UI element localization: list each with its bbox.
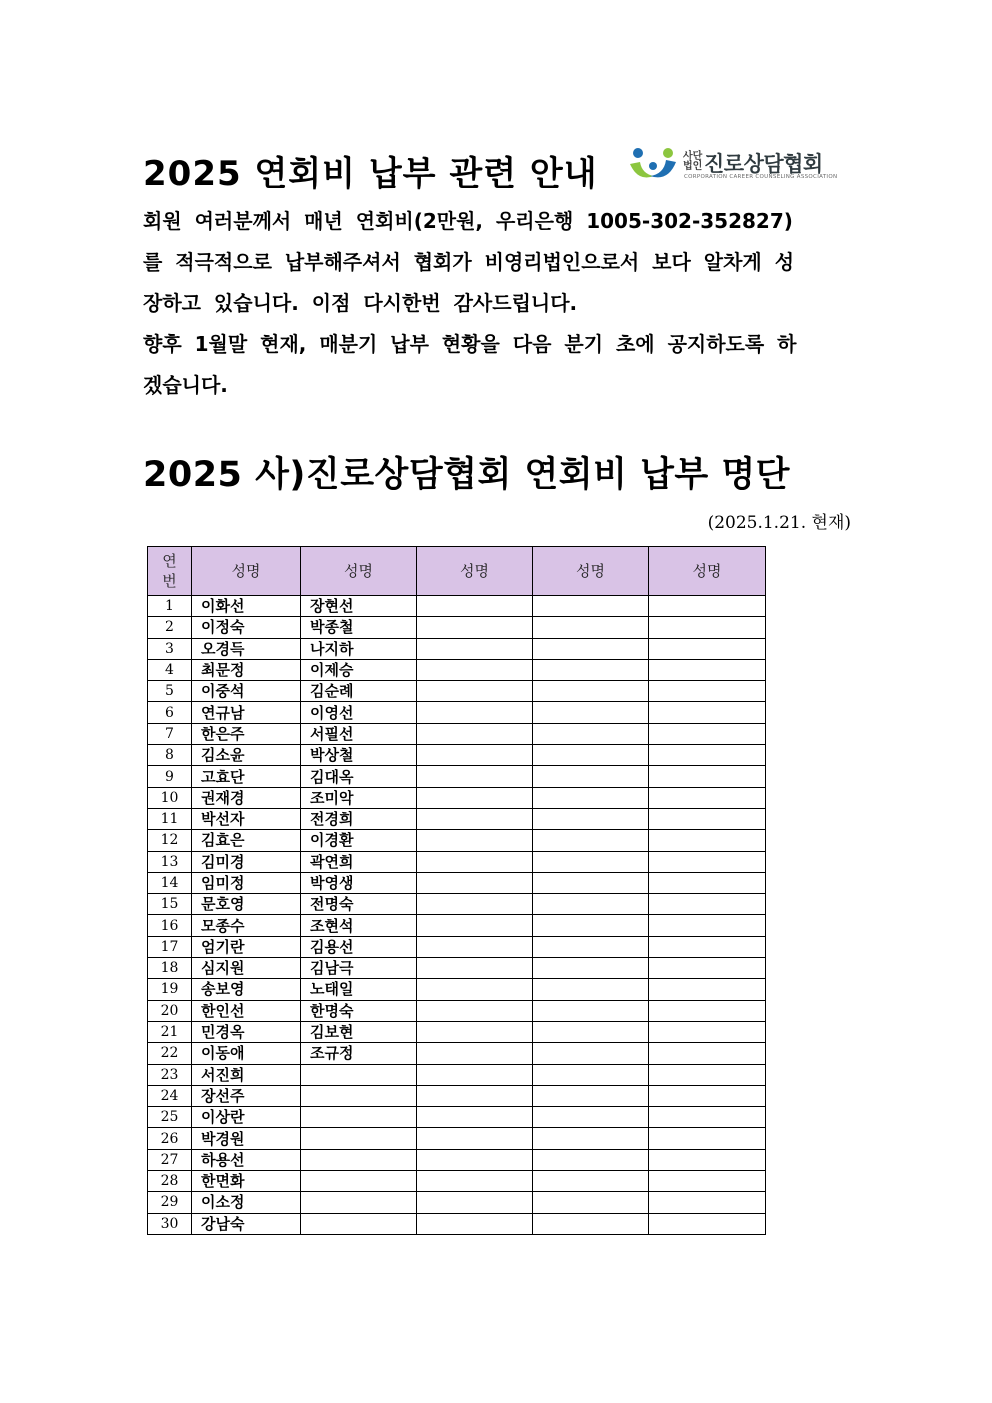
member-name-cell	[649, 1149, 766, 1170]
member-name-cell	[649, 723, 766, 744]
member-name-cell: 이경환	[301, 830, 417, 851]
membership-fee-roster-table	[147, 546, 766, 1235]
table-row	[148, 1021, 766, 1042]
serial-number-cell: 8	[148, 745, 192, 766]
member-name-cell	[301, 1213, 417, 1234]
member-name-cell: 이상란	[192, 1107, 301, 1128]
member-name-cell: 이정숙	[192, 617, 301, 638]
serial-number-cell: 27	[148, 1149, 192, 1170]
member-name-cell: 이동애	[192, 1043, 301, 1064]
member-name-cell: 송보영	[192, 979, 301, 1000]
association-logo	[628, 146, 838, 186]
table-row	[148, 872, 766, 893]
table-body	[148, 596, 766, 1235]
table-row	[148, 979, 766, 1000]
serial-number-cell: 17	[148, 936, 192, 957]
name-header: 성명	[192, 547, 301, 596]
member-name-cell	[417, 787, 533, 808]
member-name-cell: 박영생	[301, 872, 417, 893]
member-name-cell	[533, 1021, 649, 1042]
member-name-cell: 김남극	[301, 958, 417, 979]
member-name-cell	[649, 1128, 766, 1149]
member-name-cell	[533, 915, 649, 936]
member-name-cell: 조미악	[301, 787, 417, 808]
member-name-cell	[649, 617, 766, 638]
member-name-cell	[533, 766, 649, 787]
member-name-cell	[417, 894, 533, 915]
member-name-cell	[533, 936, 649, 957]
member-name-cell	[533, 1149, 649, 1170]
member-name-cell: 박선자	[192, 808, 301, 829]
member-name-cell	[417, 851, 533, 872]
serial-number-cell: 11	[148, 808, 192, 829]
member-name-cell: 김효은	[192, 830, 301, 851]
table-row	[148, 1128, 766, 1149]
member-name-cell	[649, 659, 766, 680]
member-name-cell: 박종철	[301, 617, 417, 638]
member-name-cell	[533, 617, 649, 638]
member-name-cell	[533, 872, 649, 893]
member-name-cell	[417, 1043, 533, 1064]
serial-number-cell: 30	[148, 1213, 192, 1234]
member-name-cell	[417, 830, 533, 851]
member-name-cell	[649, 596, 766, 617]
logo-emblem-icon	[628, 146, 678, 186]
member-name-cell	[533, 979, 649, 1000]
member-name-cell	[649, 1064, 766, 1085]
member-name-cell: 임미정	[192, 872, 301, 893]
member-name-cell: 이영선	[301, 702, 417, 723]
table-row	[148, 1043, 766, 1064]
member-name-cell	[649, 915, 766, 936]
serial-number-cell: 6	[148, 702, 192, 723]
member-name-cell	[533, 1171, 649, 1192]
table-header-row	[148, 547, 766, 596]
member-name-cell	[649, 681, 766, 702]
member-name-cell	[533, 1128, 649, 1149]
serial-number-cell: 3	[148, 638, 192, 659]
intro-line-4: 향후 1월말 현재, 매분기 납부 현황을 다음 분기 초에 공지하도록 하	[143, 332, 797, 356]
table-row	[148, 1064, 766, 1085]
logo-sub-text: CORPORATION CAREER COUNSELING ASSOCIATION	[684, 174, 838, 180]
table-row	[148, 851, 766, 872]
member-name-cell	[301, 1085, 417, 1106]
serial-number-cell: 20	[148, 1000, 192, 1021]
name-header: 성명	[533, 547, 649, 596]
serial-number-cell: 14	[148, 872, 192, 893]
member-name-cell	[649, 830, 766, 851]
serial-number-cell: 13	[148, 851, 192, 872]
member-name-cell: 최문정	[192, 659, 301, 680]
member-name-cell	[417, 1192, 533, 1213]
table-row	[148, 1149, 766, 1170]
member-name-cell	[649, 1213, 766, 1234]
member-name-cell: 강남숙	[192, 1213, 301, 1234]
name-header: 성명	[301, 547, 417, 596]
member-name-cell	[649, 1021, 766, 1042]
table-row	[148, 1192, 766, 1213]
serial-number-cell: 23	[148, 1064, 192, 1085]
member-name-cell	[417, 1107, 533, 1128]
member-name-cell	[649, 1000, 766, 1021]
member-name-cell	[533, 1213, 649, 1234]
table-row	[148, 723, 766, 744]
roster-title: 2025 사)진로상담협회 연회비 납부 명단	[143, 455, 790, 495]
member-name-cell: 문호영	[192, 894, 301, 915]
table-row	[148, 830, 766, 851]
serial-number-cell: 7	[148, 723, 192, 744]
table-row	[148, 766, 766, 787]
member-name-cell	[649, 745, 766, 766]
table-row	[148, 915, 766, 936]
table-row	[148, 596, 766, 617]
member-name-cell	[417, 638, 533, 659]
member-name-cell	[417, 659, 533, 680]
member-name-cell: 엄기란	[192, 936, 301, 957]
member-name-cell	[417, 1128, 533, 1149]
member-name-cell	[301, 1107, 417, 1128]
member-name-cell	[301, 1171, 417, 1192]
table-row	[148, 702, 766, 723]
serial-number-cell: 5	[148, 681, 192, 702]
member-name-cell: 이소정	[192, 1192, 301, 1213]
serial-number-cell: 18	[148, 958, 192, 979]
member-name-cell: 한인선	[192, 1000, 301, 1021]
serial-number-cell: 15	[148, 894, 192, 915]
member-name-cell	[533, 1043, 649, 1064]
table-row	[148, 617, 766, 638]
member-name-cell: 민경옥	[192, 1021, 301, 1042]
member-name-cell: 김대옥	[301, 766, 417, 787]
member-name-cell	[533, 681, 649, 702]
member-name-cell: 권재경	[192, 787, 301, 808]
member-name-cell	[649, 851, 766, 872]
serial-number-cell: 19	[148, 979, 192, 1000]
logo-main-text: 진로상담협회	[704, 152, 823, 176]
intro-line-3: 장하고 있습니다. 이점 다시한번 감사드립니다.	[143, 291, 578, 315]
member-name-cell	[533, 830, 649, 851]
table-row	[148, 1107, 766, 1128]
serial-number-cell: 12	[148, 830, 192, 851]
serial-number-cell: 22	[148, 1043, 192, 1064]
member-name-cell	[649, 1085, 766, 1106]
member-name-cell: 김미경	[192, 851, 301, 872]
member-name-cell: 이중석	[192, 681, 301, 702]
member-name-cell	[417, 979, 533, 1000]
name-header: 성명	[417, 547, 533, 596]
name-header: 성명	[649, 547, 766, 596]
member-name-cell	[533, 894, 649, 915]
serial-number-cell: 2	[148, 617, 192, 638]
member-name-cell	[649, 766, 766, 787]
member-name-cell: 전명숙	[301, 894, 417, 915]
member-name-cell	[533, 1192, 649, 1213]
member-name-cell	[533, 702, 649, 723]
table-row	[148, 681, 766, 702]
member-name-cell: 장현선	[301, 596, 417, 617]
member-name-cell	[649, 872, 766, 893]
member-name-cell	[533, 638, 649, 659]
member-name-cell	[649, 638, 766, 659]
member-name-cell	[417, 1085, 533, 1106]
member-name-cell	[417, 766, 533, 787]
member-name-cell	[533, 596, 649, 617]
table-row	[148, 1085, 766, 1106]
member-name-cell: 하용선	[192, 1149, 301, 1170]
member-name-cell	[301, 1064, 417, 1085]
member-name-cell: 연규남	[192, 702, 301, 723]
member-name-cell	[417, 617, 533, 638]
serial-number-cell: 24	[148, 1085, 192, 1106]
member-name-cell	[533, 1064, 649, 1085]
serial-number-cell: 28	[148, 1171, 192, 1192]
member-name-cell: 고효단	[192, 766, 301, 787]
serial-number-cell: 4	[148, 659, 192, 680]
member-name-cell: 김소윤	[192, 745, 301, 766]
member-name-cell: 이제승	[301, 659, 417, 680]
member-name-cell: 서필선	[301, 723, 417, 744]
table-row	[148, 936, 766, 957]
member-name-cell	[533, 659, 649, 680]
member-name-cell	[649, 1171, 766, 1192]
intro-line-1: 회원 여러분께서 매년 연회비(2만원, 우리은행 1005-302-352827)	[143, 209, 793, 233]
member-name-cell	[649, 787, 766, 808]
as-of-date: (2025.1.21. 현재)	[707, 513, 851, 533]
member-name-cell	[649, 936, 766, 957]
logo-small-text: 사단 법인	[683, 151, 703, 172]
member-name-cell: 김순례	[301, 681, 417, 702]
serial-number-cell: 25	[148, 1107, 192, 1128]
member-name-cell	[533, 808, 649, 829]
member-name-cell: 박경원	[192, 1128, 301, 1149]
member-name-cell: 오경득	[192, 638, 301, 659]
table-row	[148, 1000, 766, 1021]
member-name-cell	[417, 915, 533, 936]
serial-number-cell: 21	[148, 1021, 192, 1042]
table-row	[148, 659, 766, 680]
member-name-cell: 한면화	[192, 1171, 301, 1192]
member-name-cell	[417, 681, 533, 702]
member-name-cell: 조규정	[301, 1043, 417, 1064]
member-name-cell	[649, 1043, 766, 1064]
member-name-cell: 전경희	[301, 808, 417, 829]
intro-line-2: 를 적극적으로 납부해주셔서 협회가 비영리법인으로서 보다 알차게 성	[143, 250, 795, 274]
member-name-cell: 장선주	[192, 1085, 301, 1106]
member-name-cell: 심지원	[192, 958, 301, 979]
member-name-cell	[301, 1128, 417, 1149]
member-name-cell	[301, 1149, 417, 1170]
member-name-cell: 서진희	[192, 1064, 301, 1085]
member-name-cell	[417, 702, 533, 723]
member-name-cell	[417, 808, 533, 829]
member-name-cell: 이화선	[192, 596, 301, 617]
member-name-cell: 김보현	[301, 1021, 417, 1042]
member-name-cell: 곽연희	[301, 851, 417, 872]
serial-number-cell: 10	[148, 787, 192, 808]
serial-number-cell: 29	[148, 1192, 192, 1213]
member-name-cell: 나지하	[301, 638, 417, 659]
member-name-cell	[533, 851, 649, 872]
member-name-cell	[533, 1107, 649, 1128]
member-name-cell: 노태일	[301, 979, 417, 1000]
member-name-cell	[417, 1064, 533, 1085]
serial-number-cell: 16	[148, 915, 192, 936]
member-name-cell	[417, 745, 533, 766]
notice-title: 2025 연회비 납부 관련 안내	[143, 154, 598, 194]
serial-number-cell: 9	[148, 766, 192, 787]
table-row	[148, 1213, 766, 1234]
table-row	[148, 638, 766, 659]
member-name-cell	[533, 958, 649, 979]
serial-number-cell: 26	[148, 1128, 192, 1149]
member-name-cell	[649, 1192, 766, 1213]
member-name-cell	[417, 1000, 533, 1021]
serial-number-header: 연 번	[148, 547, 192, 596]
member-name-cell	[649, 1107, 766, 1128]
member-name-cell	[417, 1213, 533, 1234]
member-name-cell: 조현석	[301, 915, 417, 936]
member-name-cell	[533, 745, 649, 766]
member-name-cell	[417, 1149, 533, 1170]
member-name-cell	[417, 596, 533, 617]
member-name-cell	[301, 1192, 417, 1213]
member-name-cell	[417, 958, 533, 979]
member-name-cell	[417, 1171, 533, 1192]
member-name-cell	[649, 894, 766, 915]
member-name-cell	[649, 958, 766, 979]
member-name-cell	[533, 1000, 649, 1021]
serial-number-cell: 1	[148, 596, 192, 617]
member-name-cell: 김용선	[301, 936, 417, 957]
table-row	[148, 787, 766, 808]
member-name-cell	[417, 872, 533, 893]
intro-line-5: 겠습니다.	[143, 373, 228, 397]
member-name-cell	[533, 723, 649, 744]
table-row	[148, 745, 766, 766]
member-name-cell	[649, 979, 766, 1000]
table-row	[148, 958, 766, 979]
member-name-cell: 박상철	[301, 745, 417, 766]
member-name-cell: 한은주	[192, 723, 301, 744]
member-name-cell	[417, 723, 533, 744]
table-row	[148, 894, 766, 915]
member-name-cell	[649, 702, 766, 723]
member-name-cell	[417, 936, 533, 957]
member-name-cell: 한명숙	[301, 1000, 417, 1021]
member-name-cell: 모종수	[192, 915, 301, 936]
member-name-cell	[533, 787, 649, 808]
member-name-cell	[649, 808, 766, 829]
table-row	[148, 808, 766, 829]
member-name-cell	[417, 1021, 533, 1042]
member-name-cell	[533, 1085, 649, 1106]
table-row	[148, 1171, 766, 1192]
